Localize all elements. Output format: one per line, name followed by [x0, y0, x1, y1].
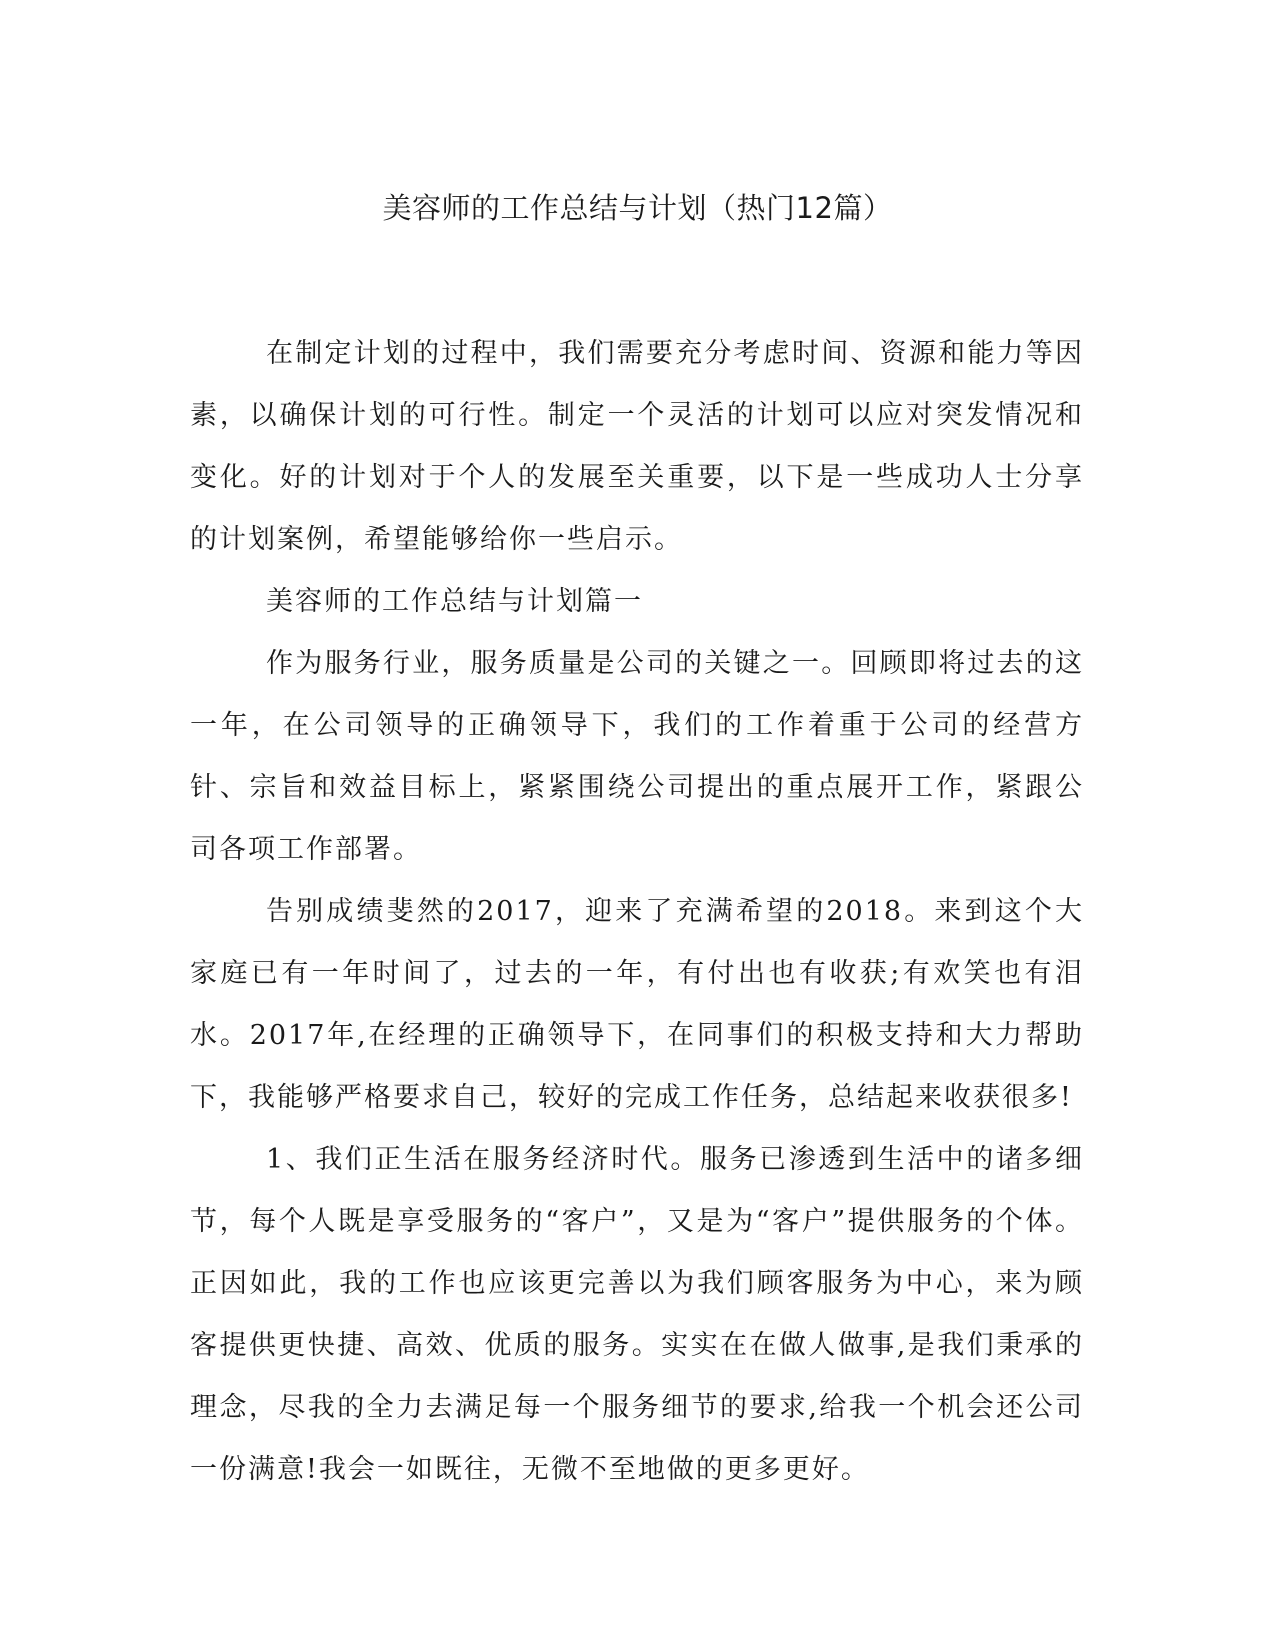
- document-title: 美容师的工作总结与计划（热门12篇）: [382, 191, 893, 225]
- body-paragraph: 告别成绩斐然的2017，迎来了充满希望的2018。来到这个大家庭已有一年时间了，过去的一年，有付出也有收获;有欢笑也有泪水。2017年,在经理的正确领导下，在同事们的积极支持和大力帮助下，我能够严格要求自己，较好的完成工作任务，总结起来收获很多!: [190, 896, 1084, 1113]
- body-paragraph: 作为服务行业，服务质量是公司的关键之一。回顾即将过去的这一年，在公司领导的正确领导下，我们的工作着重于公司的经营方针、宗旨和效益目标上，紧紧围绕公司提出的重点展开工作，紧跟公司各项工作部署。: [190, 648, 1084, 865]
- section-heading: 美容师的工作总结与计划篇一: [266, 586, 643, 617]
- document-body: [190, 323, 1084, 1501]
- body-paragraph: 1、我们正生活在服务经济时代。服务已渗透到生活中的诸多细节，每个人既是享受服务的“客户”，又是为“客户”提供服务的个体。正因如此，我的工作也应该更完善以为我们顾客服务为中心，来为顾客提供更快捷、高效、优质的服务。实实在在做人做事,是我们秉承的理念，尽我的全力去满足每一个服务细节的要求,给我一个机会还公司一份满意!我会一如既往，无微不至地做的更多更好。: [190, 1144, 1084, 1485]
- intro-paragraph: 在制定计划的过程中，我们需要充分考虑时间、资源和能力等因素，以确保计划的可行性。制定一个灵活的计划可以应对突发情况和变化。好的计划对于个人的发展至关重要，以下是一些成功人士分享的计划案例，希望能够给你一些启示。: [190, 338, 1084, 555]
